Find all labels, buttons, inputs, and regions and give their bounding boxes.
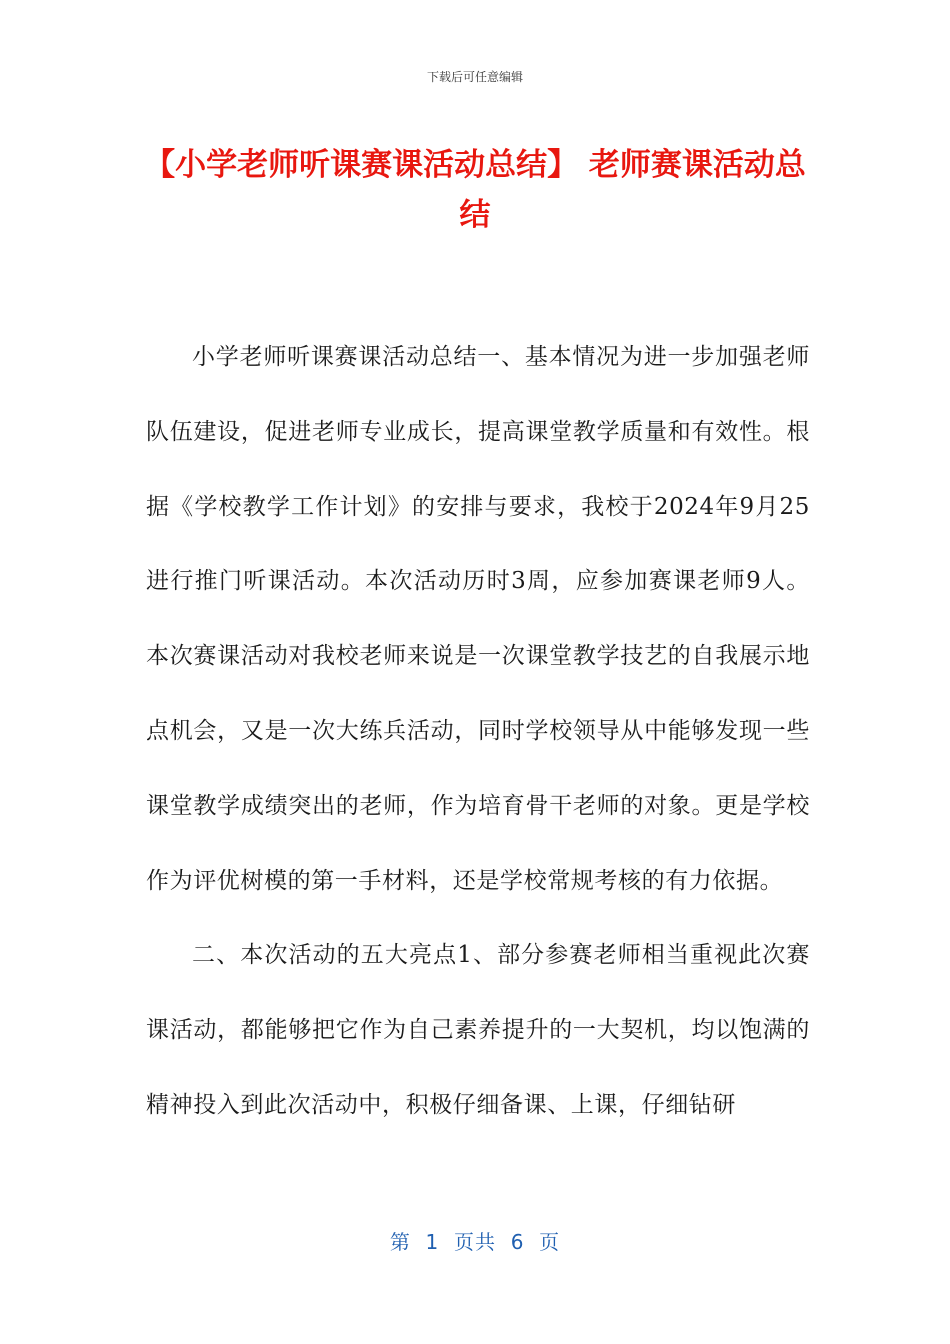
header-note: 下载后可任意编辑 xyxy=(426,70,523,84)
document-body xyxy=(146,320,810,1143)
page-number: 第 1 页共 6 页 xyxy=(389,1230,561,1254)
paragraph-2: 二、本次活动的五大亮点1、部分参赛老师相当重视此次赛课活动，都能够把它作为自己素养提升的一大契机，均以饱满的精神投入到此次活动中，积极仔细备课、上课，仔细钻研 xyxy=(146,942,810,1118)
document-title: 【小学老师听课赛课活动总结】 老师赛课活动总结 xyxy=(144,147,806,233)
paragraph-1: 小学老师听课赛课活动总结一、基本情况为进一步加强老师队伍建设，促进老师专业成长，提高课堂教学质量和有效性。根据《学校教学工作计划》的安排与要求，我校于2024年9月25进行推门听课活动。本次活动历时3周，应参加赛课老师9人。本次赛课活动对我校老师来说是一次课堂教学技艺的自我展示地点机会，又是一次大练兵活动，同时学校领导从中能够发现一些课堂教学成绩突出的老师，作为培育骨干老师的对象。更是学校作为评优树模的第一手材料，还是学校常规考核的有力依据。 xyxy=(146,344,810,894)
